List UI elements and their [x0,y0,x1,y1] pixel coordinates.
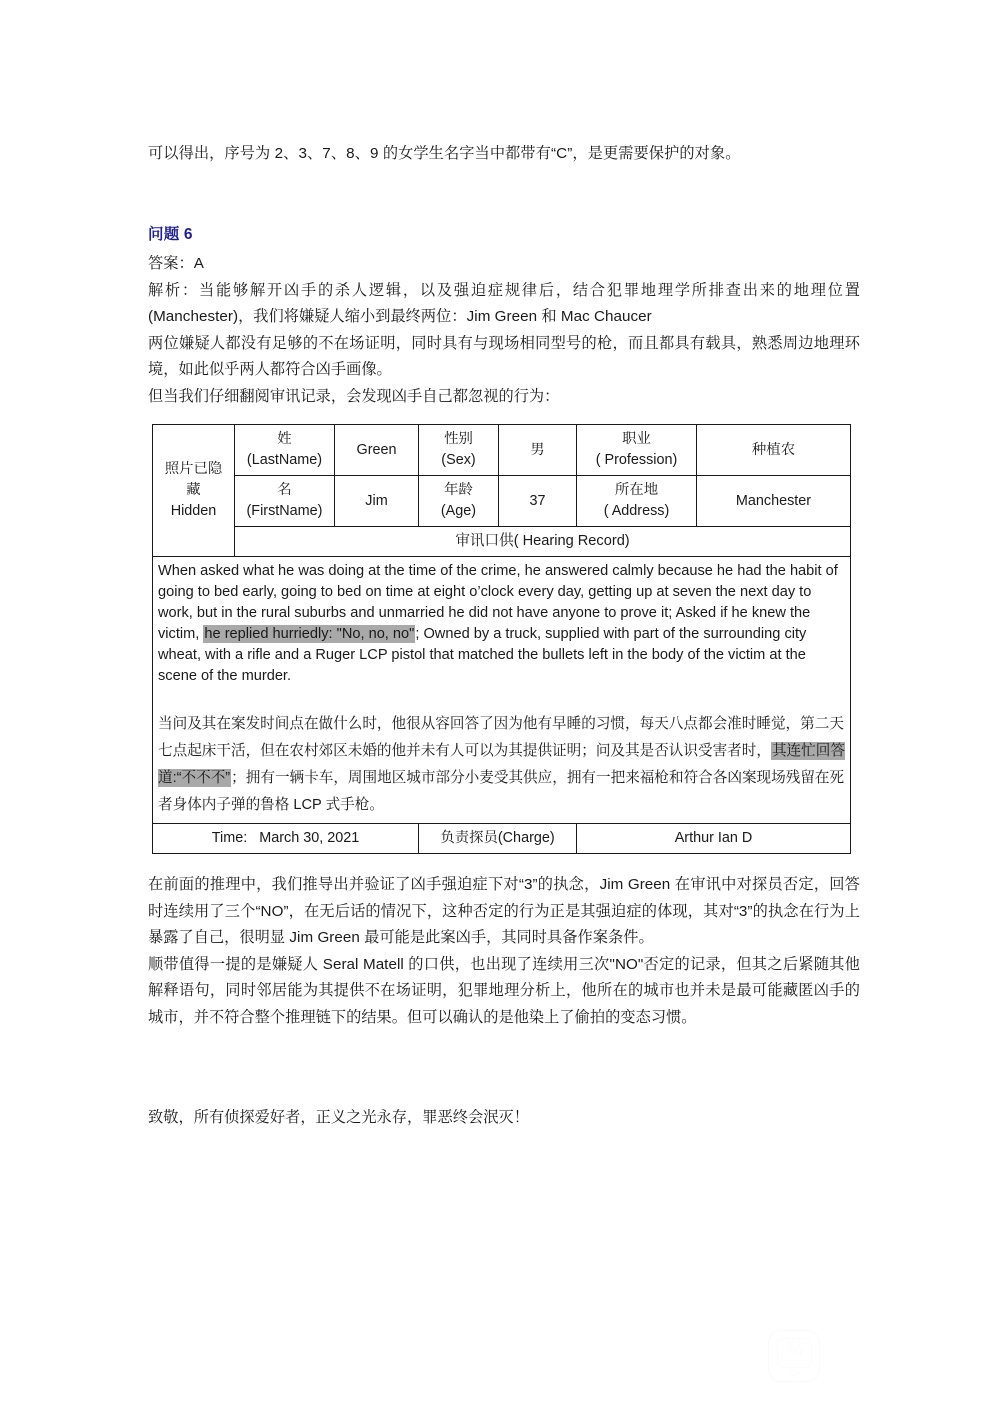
label-sex-en: (Sex) [441,452,476,468]
hearing-en-highlight: he replied hurriedly: "No, no, no" [204,626,415,642]
label-age-cn: 年龄 [444,482,473,498]
label-firstname-cn: 名 [277,482,292,498]
analysis-paragraph-1: 解析：当能够解开凶手的杀人逻辑，以及强迫症规律后，结合犯罪地理学所排查出来的地理位置(Manchester)，我们将嫌疑人缩小到最终两位：Jim Green 和 Mac Chaucer [148,281,860,325]
value-profession: 种植农 [697,425,851,476]
answer-line: 答案：A [148,255,204,272]
record-officer-name: Arthur Ian D [577,824,851,854]
label-firstname [235,476,335,527]
label-firstname-en: (FirstName) [246,503,323,519]
hearing-en-part2: ; Owned by a truck, supplied with part of the surrounding city wheat, with a rifle and a Ruger LCP pistol that matched the bullets left in the body of the victim at the scene of the murder. [158,626,807,684]
table-row [153,824,851,854]
record-time-value: March 30, 2021 [259,830,360,846]
photo-hidden-line2: 藏 [186,482,201,498]
label-address-cn: 所在地 [614,482,659,498]
table-row [153,527,851,557]
record-charge-label: 负责探员(Charge) [419,824,577,854]
analysis-paragraph-3: 但当我们仔细翻阅审讯记录，会发现凶手自己都忽视的行为： [148,387,560,405]
hearing-record-english [158,561,845,687]
label-sex [419,425,499,476]
hearing-record-body [153,557,851,824]
photo-hidden-cell [153,425,235,557]
photo-hidden-line1: 照片已隐 [164,461,223,477]
label-profession-en: ( Profession) [595,452,678,468]
photo-hidden-line3: Hidden [170,503,217,519]
question-heading: 问题 6 [148,226,193,243]
conclusion-paragraph-2: 顺带值得一提的是嫌疑人 Seral Matell 的口供，也出现了连续用三次"NO"否定的记录，但其之后紧随其他解释语句，同时邻居能为其提供不在场证明，犯罪地理分析上，他所在的城市也并未是最可能藏匿凶手的城市，并不符合整个推理链下的结果。但可以确认的是他染上了偷拍的变态习惯。 [148,955,860,1026]
label-profession-cn: 职业 [622,431,651,447]
label-lastname [235,425,335,476]
hearing-record-header: 审讯口供( Hearing Record) [235,527,851,557]
record-time-cell [153,824,419,854]
hearing-cn-part1: 当问及其在案发时间点在做什么时，他很从容回答了因为他有早睡的习惯，每天八点都会准时睡觉，第二天七点起床干活，但在农村郊区未婚的他并未有人可以为其提供证明；问及其是否认识受害者时， [158,716,844,759]
record-time-label: Time: [211,830,248,846]
spacer [148,854,860,872]
label-age-en: (Age) [440,503,477,519]
intro-line: 可以得出，序号为 2、3、7、8、9 的女学生名字当中都带有“C”，是更需要保护的对象。 [148,145,741,162]
spacer [158,687,845,711]
spacer [148,167,860,223]
value-sex: 男 [499,425,577,476]
analysis-paragraph-2: 两位嫌疑人都没有足够的不在场证明，同时具有与现场相同型号的枪，而且都具有载具，熟悉周边地理环境，如此似乎两人都符合凶手画像。 [148,334,860,378]
value-lastname: Green [335,425,419,476]
conclusion-paragraph-1: 在前面的推理中，我们推导出并验证了凶手强迫症下对“3”的执念，Jim Green 在审讯中对探员否定，回答时连续用了三个“NO”，在无后话的情况下，这种否定的行为正是其强迫症的体现，其对“3”的执念在行为上暴露了自己，很明显 Jim Green 最可能是此案凶手，其同时具备作案条件。 [148,876,860,946]
label-age [419,476,499,527]
table-row [153,557,851,824]
closing-line: 致敬，所有侦探爱好者，正义之光永存，罪恶终会泯灭！ [148,1109,529,1126]
spacer [148,1031,860,1105]
table-row [153,425,851,476]
value-address: Manchester [697,476,851,527]
value-age: 37 [499,476,577,527]
hearing-cn-part2: ；拥有一辆卡车，周围地区城市部分小麦受其供应，拥有一把来福枪和符合各凶案现场残留在死者身体内子弹的鲁格 LCP 式手枪。 [158,770,845,813]
watermark-rounded-square-icon [768,1330,820,1382]
label-lastname-en: (LastName) [246,452,323,468]
interrogation-record-table [152,424,851,854]
label-address-en: ( Address) [603,503,670,519]
site-watermark [768,1330,820,1382]
table-row [153,476,851,527]
label-lastname-cn: 姓 [277,431,292,447]
hearing-en-part1: When asked what he was doing at the time of the crime, he answered calmly because he had the habit of going to bed early, going to bed on time at eight o’clock every day, getting up at seven the next day to work, but in the rural suburbs and unmarried he did not have anyone to prove it; Asked if he knew the victim, [158,563,838,642]
hearing-record-chinese [158,711,845,819]
hearing-cn-highlight: 其连忙回答道:“不不不” [158,743,845,786]
label-profession [577,425,697,476]
document-body [148,140,860,1132]
watermark-glyph: 贴 [786,1339,804,1359]
label-address [577,476,697,527]
value-firstname: Jim [335,476,419,527]
label-sex-cn: 性别 [444,431,473,447]
